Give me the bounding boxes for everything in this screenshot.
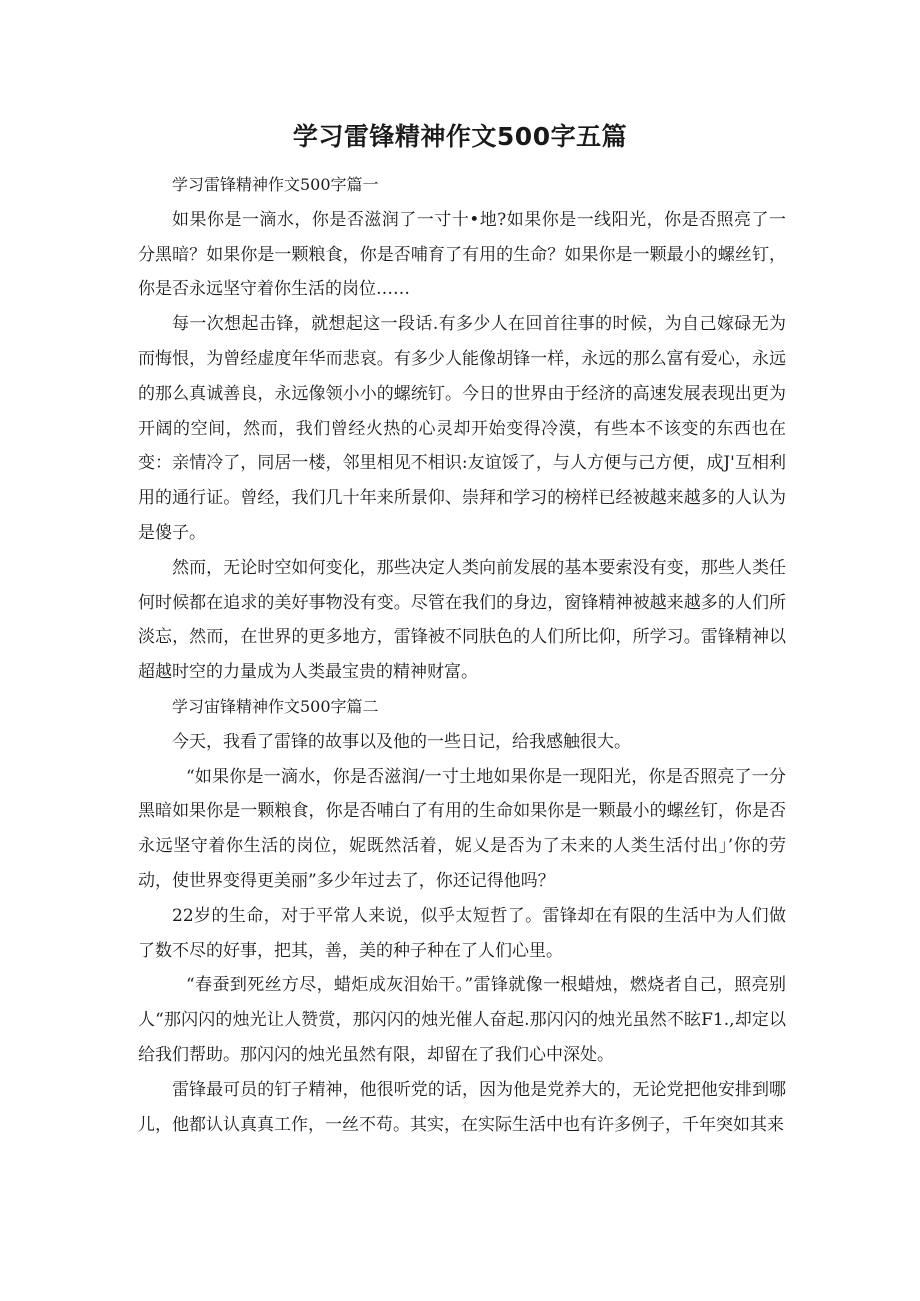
paragraph: 今天，我看了雷锋的故事以及他的一些日记，给我感触很大。: [172, 731, 631, 752]
paragraph: 22岁的生命，对于平常人来说，似乎太短哲了。雷锋却在有限的生活中为人们做了数不尽的好事，把其，善，美的种子种在了人们心里。: [138, 905, 786, 961]
document-body: [138, 168, 786, 1142]
paragraph: 雷锋最可员的钉子精神，他很听党的话，因为他是党养大的，无论党把他安排到哪儿，他都认认真真工作，一丝不苟。其实，在实际生活中也有许多例子，千年突如其来: [138, 1079, 786, 1135]
paragraph: 每一次想起击锋，就想起这一段话.有多少人在回首往事的时候，为自己嫁碌无为而悔恨，为曾经虚度年华而悲哀。有多少人能像胡锋一样，永远的那么富有爱心，永远的那么真诚善良，永远像领小小的螺统钉。今日的世界由于经济的高速发展表现出更为开阔的空间，然而，我们曾经火热的心灵却开始变得冷漠，有些本不该变的东西也在变：亲情冷了，同居一楼，邻里相见不相识:友谊馁了，与人方便与己方便，成J'互相利用的通行证。曾经，我们几十年来所景仰、崇拜和学习的榜样已经被越来越多的人认为是傻子。: [138, 314, 786, 543]
paragraph: “如果你是一滴水，你是否滋润/一寸土地如果你是一现阳光，你是否照亮了一分黑暗如果你是一颗粮食，你是否哺白了有用的生命如果你是一颗最小的螺丝钉，你是否永远坚守着你生活的岗位，妮既然活着，妮乂是否为了未来的人类生活付出」’你的劳动，使世界变得更美丽”多少年过去了，你还记得他吗？: [138, 766, 786, 891]
section-heading: 学习雷锋精神作文500字篇一: [172, 175, 379, 194]
paragraph: 如果你是一滴水，你是否滋润了一寸十•地?如果你是一线阳光，你是否照亮了一分黑暗？如果你是一颗粮食，你是否哺育了有用的生命？如果你是一颗最小的螺丝钉，你是否永远坚守着你生活的岗位……: [138, 209, 786, 300]
paragraph: “春蚕到死丝方尽，蜡炬成灰泪始干。”雷锋就像一根蜡烛，燃烧者自己，照亮别人“那闪闪的烛光让人赞赏，那闪闪的烛光催人奋起.那闪闪的烛光虽然不眩F1.,却定以给我们帮助。那闪闪的烛光虽然有限，却留在了我们心中深处。: [138, 975, 786, 1065]
section-heading: 学习宙锋精神作文500字篇二: [172, 696, 379, 716]
document-title: 学习雷锋精神作文500字五篇: [292, 122, 628, 151]
paragraph: 然而，无论时空如何变化，那些决定人类向前发展的基本要索没有变，那些人类任何时候都在追求的美好事物没有变。尽管在我们的身边，窗锋精神被越来越多的人们所淡忘，然而，在世界的更多地方，雷锋被不同肤色的人们所比仰，所学习。雷锋精神以超越时空的力量成为人类最宝贵的精神财富。: [138, 557, 786, 683]
